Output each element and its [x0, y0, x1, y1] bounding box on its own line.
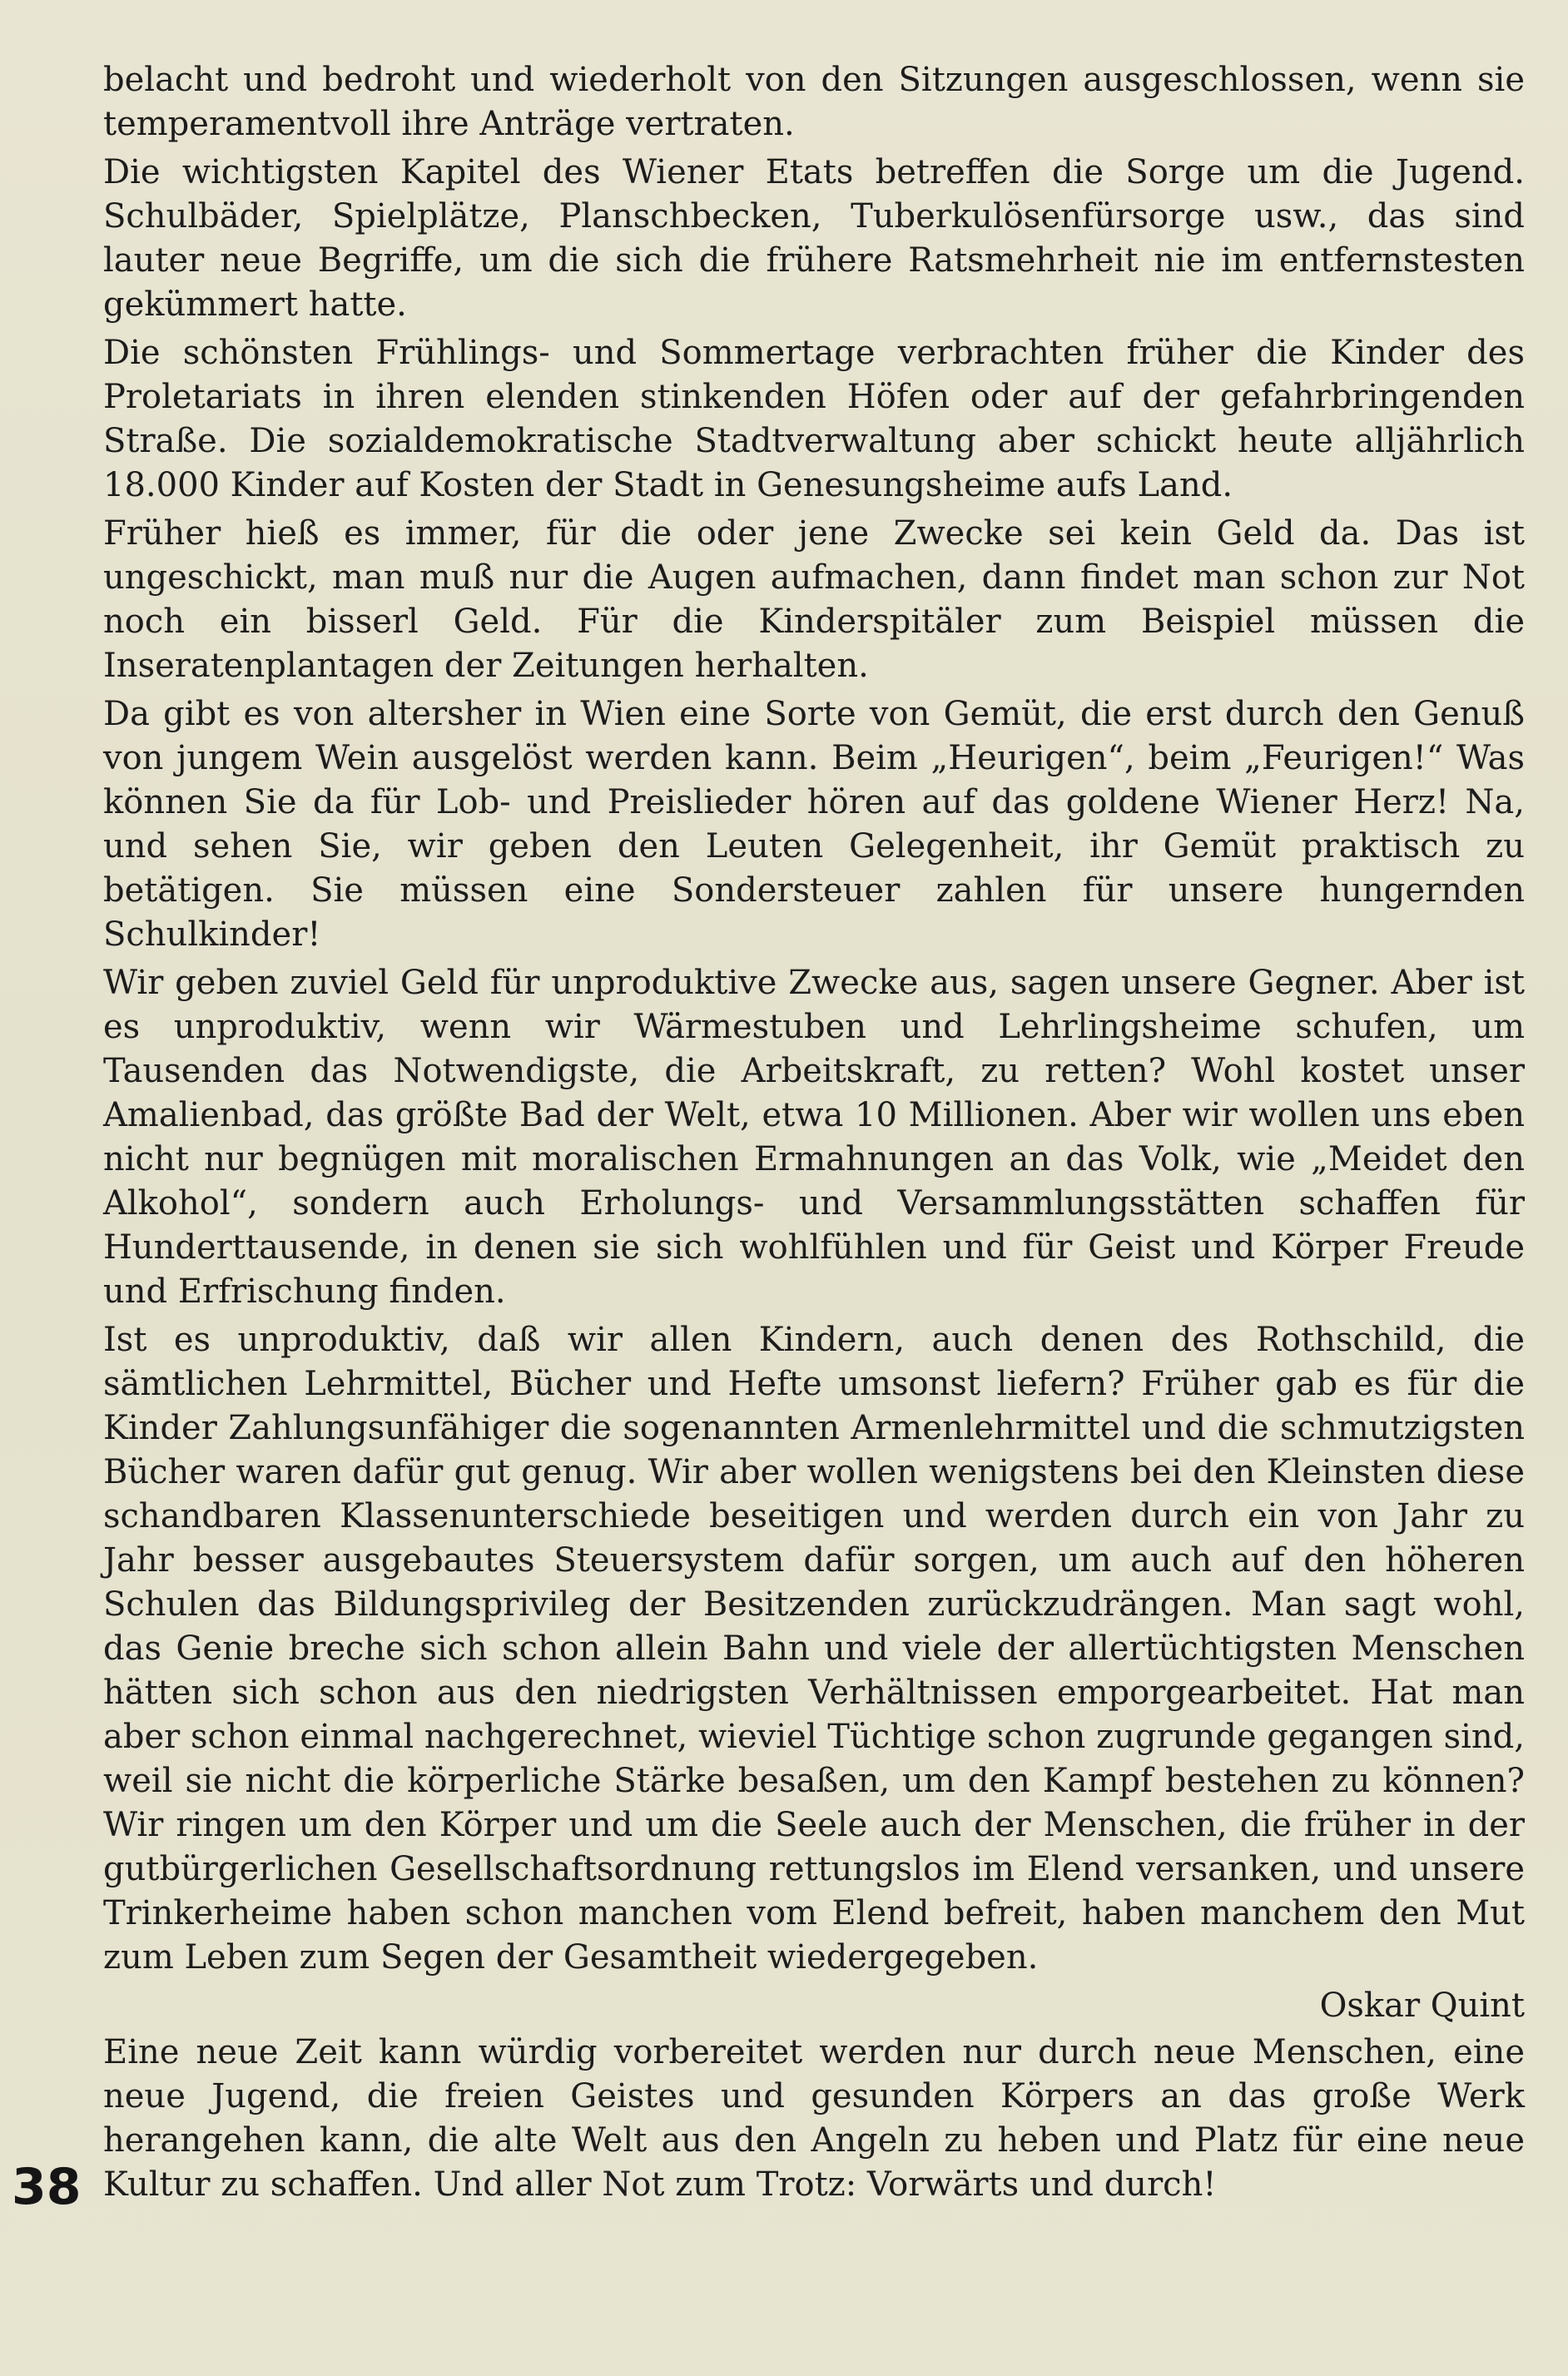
paragraph-6: Wir geben zuviel Geld für unproduktive Zwecke aus, sagen unsere Gegner. Aber ist es unproduktiv, wenn wir Wärmestuben und Lehrlingsheime schufen, um Tausenden das Notwendigste, die Arbeitskraft, zu retten? Wohl kostet unser Amalienbad, das größte Bad der Welt, etwa 10 Millionen. Aber wir wollen uns eben nicht nur begnügen mit moralischen Ermahnungen an das Volk, wie „Meidet den Alkohol“, sondern auch Erholungs- und Versammlungsstätten schaffen für Hunderttausende, in denen sie sich wohlfühlen und für Geist und Körper Freude und Erfrischung finden. — [103, 964, 1525, 1311]
closing-paragraph: Eine neue Zeit kann würdig vorbereitet werden nur durch neue Menschen, eine neue Jugend, die freien Geistes und gesunden Körpers an das große Werk herangehen kann, die alte Welt aus den Angeln zu heben und Platz für eine neue Kultur zu schaffen. Und aller Not zum Trotz: Vorwärts und durch! — [103, 2033, 1525, 2204]
article-body — [103, 58, 1525, 2028]
paragraph-4: Früher hieß es immer, für die oder jene Zwecke sei kein Geld da. Das ist ungeschickt, man muß nur die Augen aufmachen, dann findet man schon zur Not noch ein bisserl Geld. Für die Kinderspitäler zum Beispiel müssen die Inseratenplantagen der Zeitungen herhalten. — [103, 514, 1525, 685]
paragraph-1: belacht und bedroht und wiederholt von den Sitzungen ausgeschlossen, wenn sie temperamentvoll ihre Anträge vertraten. — [103, 61, 1525, 143]
paragraph-3: Die schönsten Frühlings- und Sommertage verbrachten früher die Kinder des Proletariats in ihren elenden stinkenden Höfen oder auf der gefahrbringenden Straße. Die sozialdemokratische Stadtverwaltung aber schickt heute alljährlich 18.000 Kinder auf Kosten der Stadt in Genesungsheime aufs Land. — [103, 334, 1525, 504]
page-number: 38 — [12, 2158, 82, 2216]
paragraph-2: Die wichtigsten Kapitel des Wiener Etats betreffen die Sorge um die Jugend. Schulbäder, Spielplätze, Planschbecken, Tuberkulösenfürsorge usw., das sind lauter neue Begriffe, um die sich die frühere Ratsmehrheit nie im entfernstesten gekümmert hatte. — [103, 153, 1525, 324]
paragraph-5: Da gibt es von altersher in Wien eine Sorte von Gemüt, die erst durch den Genuß von jungem Wein ausgelöst werden kann. Beim „Heurigen“, beim „Feurigen!“ Was können Sie da für Lob- und Preislieder hören auf das goldene Wiener Herz! Na, und sehen Sie, wir geben den Leuten Gelegenheit, ihr Gemüt praktisch zu betätigen. Sie müssen eine Sondersteuer zahlen für unsere hungernden Schulkinder! — [103, 695, 1525, 954]
author-signature: Oskar Quint — [1319, 1987, 1525, 2025]
paragraph-7: Ist es unproduktiv, daß wir allen Kindern, auch denen des Rothschild, die sämtlichen Lehrmittel, Bücher und Hefte umsonst liefern? Früher gab es für die Kinder Zahlungsunfähiger die sogenannten Armenlehrmittel und die schmutzigsten Bücher waren dafür gut genug. Wir aber wollen wenigstens bei den Kleinsten diese schandbaren Klassenunterschiede beseitigen und werden durch ein von Jahr zu Jahr besser ausgebautes Steuersystem dafür sorgen, um auch auf den höheren Schulen das Bildungsprivileg der Besitzenden zurückzudrängen. Man sagt wohl, das Genie breche sich schon allein Bahn und viele der allertüchtigsten Menschen hätten sich schon aus den niedrigsten Verhältnissen emporgearbeitet. Hat man aber schon einmal nachgerechnet, wieviel Tüchtige schon zugrunde gegangen sind, weil sie nicht die körperliche Stärke besaßen, um den Kampf bestehen zu können? Wir ringen um den Körper und um die Seele auch der Menschen, die früher in der gutbürgerlichen Gesellschaftsordnung rettungslos im Elend versanken, und unsere Trinkerheime haben schon manchen vom Elend befreit, haben manchem den Mut zum Leben zum Segen der Gesamtheit wiedergegeben. — [103, 1321, 1525, 1977]
